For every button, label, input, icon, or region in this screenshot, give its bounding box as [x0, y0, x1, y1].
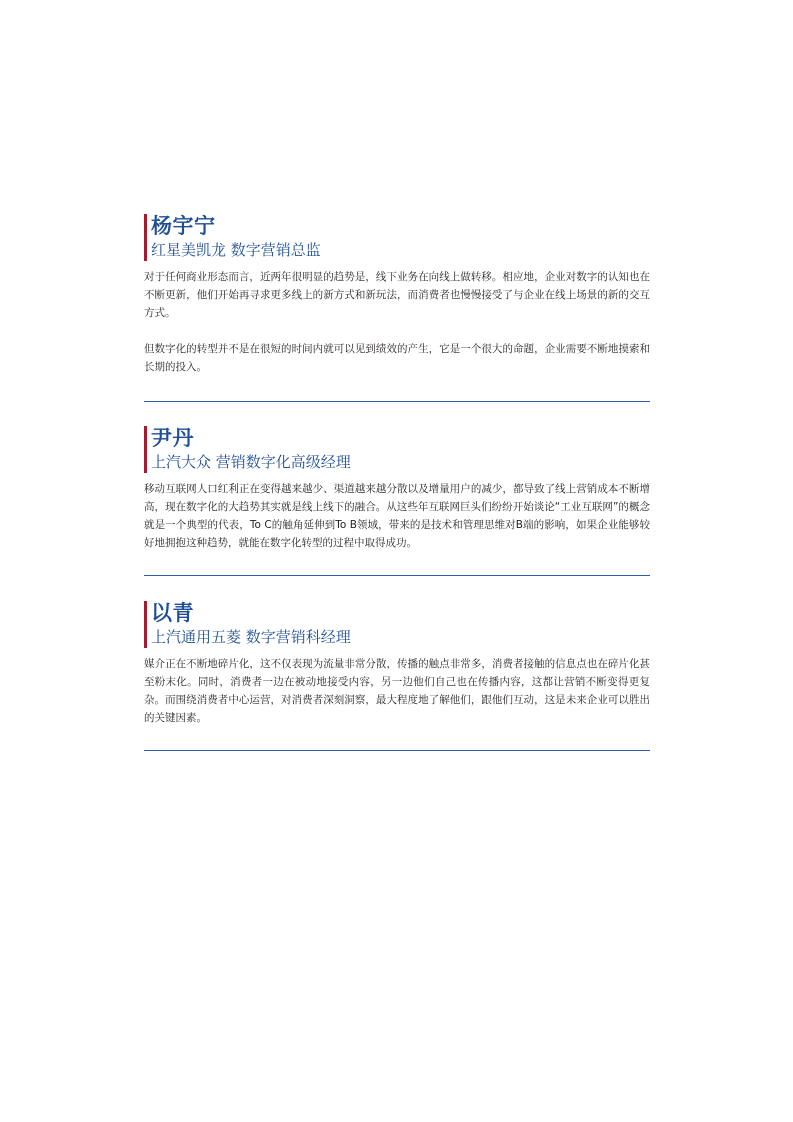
- person-title: 上汽大众 营销数字化高级经理: [151, 453, 351, 471]
- profile-header: [144, 600, 650, 648]
- quote-paragraph: 对于任何商业形态而言，近两年很明显的趋势是，线下业务在向线上做转移。相应地，企业对数字的认知也在不断更新，他们开始再寻求更多线上的新方式和新玩法，而消费者也慢慢接受了与企业在线上场景的新的交互方式。: [144, 271, 650, 319]
- accent-bar: [144, 601, 147, 648]
- profile-section-2: [144, 425, 650, 552]
- accent-bar: [144, 426, 147, 473]
- person-title: 红星美凯龙 数字营销总监: [151, 241, 321, 259]
- quote-paragraph: 移动互联网人口红利正在变得越来越少、渠道越来越分散以及增量用户的减少，都导致了线上营销成本不断增高，现在数字化的大趋势其实就是线上线下的融合。从这些年互联网巨头们纷纷开始谈论“工业互联网”的概念就是一个典型的代表，To C的触角延伸到To B领域，带来的是技术和管理思维对B端的影响，如果企业能够较好地拥抱这种趋势，就能在数字化转型的过程中取得成功。: [144, 483, 650, 549]
- quote-paragraph: 媒介正在不断地碎片化，这不仅表现为流量非常分散，传播的触点非常多，消费者接触的信息点也在碎片化甚至粉末化。同时，消费者一边在被动地接受内容，另一边他们自己也在传播内容，这都让营销不断变得更复杂。而围绕消费者中心运营，对消费者深刻洞察，最大程度地了解他们，跟他们互动，这是未来企业可以胜出的关键因素。: [144, 658, 650, 724]
- person-name: 杨宇宁: [151, 214, 216, 238]
- accent-bar: [144, 214, 147, 261]
- section-divider: [144, 575, 650, 576]
- person-name: 尹丹: [151, 426, 194, 450]
- person-name: 以青: [151, 601, 194, 625]
- section-divider: [144, 401, 650, 402]
- person-title: 上汽通用五菱 数字营销科经理: [151, 628, 351, 646]
- profile-section-1: [144, 213, 650, 376]
- quote-paragraph: 但数字化的转型并不是在很短的时间内就可以见到绩效的产生，它是一个很大的命题，企业需要不断地摸索和长期的投入。: [144, 343, 650, 373]
- profile-section-3: [144, 600, 650, 727]
- section-divider: [144, 750, 650, 751]
- profile-header: [144, 425, 650, 473]
- profile-header: [144, 213, 650, 261]
